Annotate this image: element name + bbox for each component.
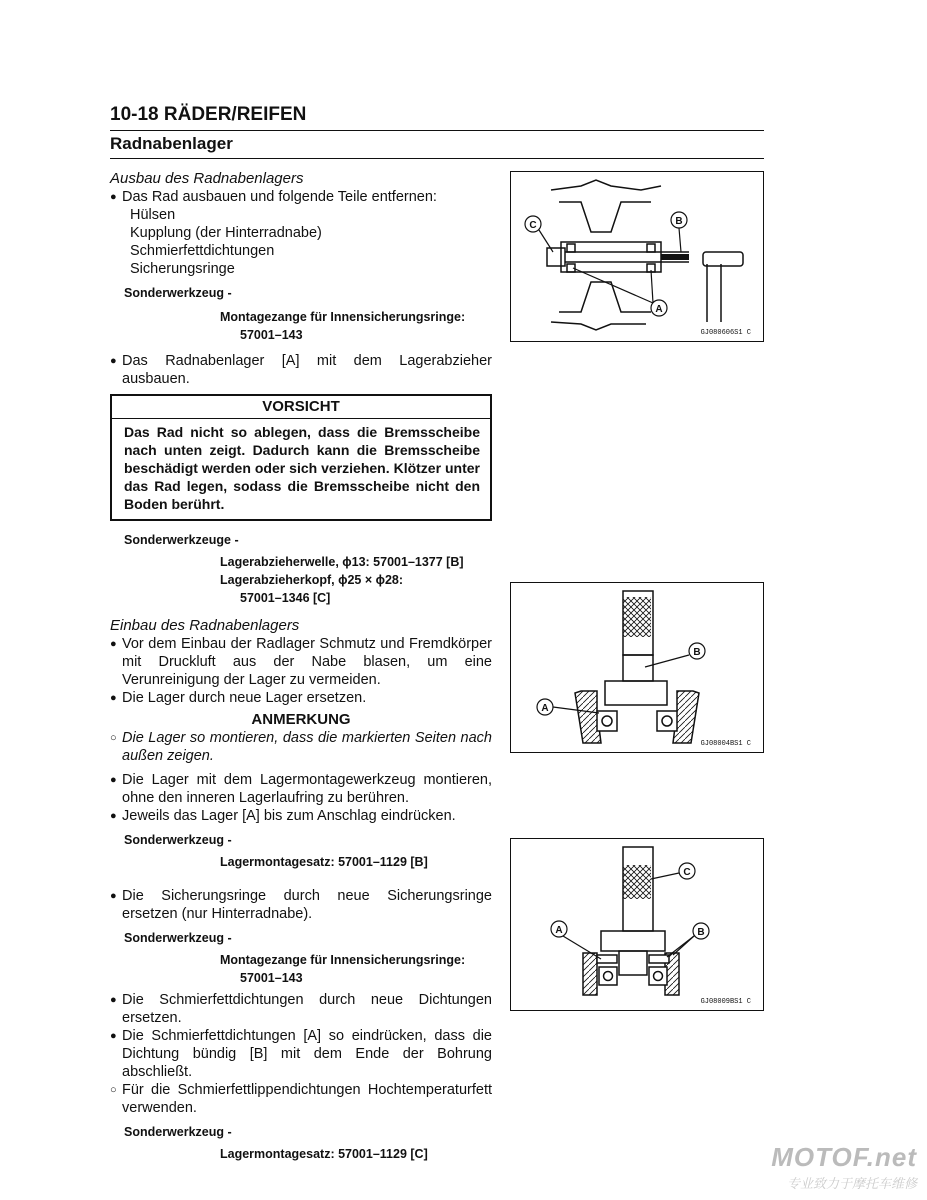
tool-label: Sonderwerkzeug - [124, 1125, 232, 1139]
bullet-icon: ● [110, 692, 117, 704]
circle-bullet-icon: ○ [110, 732, 117, 744]
tool-label: Sonderwerkzeug - [124, 833, 232, 847]
list-item: ● Die Lager durch neue Lager ersetzen. [110, 690, 367, 706]
circle-bullet-icon: ○ [110, 1084, 117, 1096]
bullet-icon: ● [110, 638, 117, 650]
bullet-icon: ● [110, 890, 117, 902]
list-item: ● Die Sicherungsringe durch neue Sicherungsringe ersetzen (nur Hinterradnabe). [110, 888, 492, 922]
note-heading: ANMERKUNG [251, 711, 351, 728]
note-item: ○ Für die Schmierfettlippendichtungen Hochtemperaturfett verwenden. [110, 1082, 492, 1116]
part-item: Schmierfettdichtungen [130, 243, 275, 259]
section-rule [110, 158, 764, 159]
title-rule [110, 130, 764, 131]
tool-name: Montagezange für Innensicherungsringe: [220, 310, 466, 324]
caution-box [110, 394, 492, 521]
part-item: Kupplung (der Hinterradnabe) [130, 225, 322, 241]
figure-code: GJ08009BS1 C [700, 998, 751, 1006]
caution-text: Das Rad nicht so ablegen, dass die Bremsscheibe nach unten zeigt. Dadurch kann die Bremsscheibe beschädigt werden oder sich verziehen. Klötzer unter das Rad legen, sodass die Bremsscheibe nicht den Boden berührt. [124, 424, 480, 512]
figure-code: GJ08004BS1 C [700, 740, 751, 748]
figure-bearing-install [510, 582, 764, 753]
callout-b: B [697, 927, 705, 938]
seal-install-illustration [511, 839, 763, 1010]
list-item: ● Vor dem Einbau der Radlager Schmutz und Fremdkörper mit Druckluft aus der Nabe blasen, um eine Verunreinigung der Lager zu vermeiden. [110, 636, 492, 688]
list-item: ● Das Rad ausbauen und folgende Teile entfernen: [110, 189, 437, 205]
callout-b: B [675, 216, 683, 227]
callout-a: A [655, 304, 663, 315]
callout-a: A [555, 925, 563, 936]
section-title: Radnabenlager [110, 134, 233, 153]
tool-line: Lagerabzieherwelle, ϕ13: 57001–1377 [B] [220, 555, 464, 569]
bearing-removal-illustration [511, 172, 763, 341]
install-heading: Einbau des Radnabenlagers [110, 617, 300, 634]
bearing-install-illustration [511, 583, 763, 752]
tool-name: Montagezange für Innensicherungsringe: [220, 953, 466, 967]
tool-label: Sonderwerkzeug - [124, 286, 232, 300]
bullet-icon: ● [110, 191, 117, 203]
tool-line: Lagermontagesatz: 57001–1129 [C] [220, 1147, 428, 1161]
note-item: ○ Die Lager so montieren, dass die markierten Seiten nach außen zeigen. [110, 730, 492, 764]
tool-line: Lagermontagesatz: 57001–1129 [B] [220, 855, 428, 869]
tool-label: Sonderwerkzeuge - [124, 533, 239, 547]
bullet-icon: ● [110, 355, 117, 367]
tool-number: 57001–143 [240, 328, 303, 342]
text-column [110, 170, 492, 1163]
list-item: ● Jeweils das Lager [A] bis zum Anschlag eindrücken. [110, 808, 456, 824]
tool-line: 57001–1346 [C] [240, 591, 331, 605]
figure-seal-install [510, 838, 764, 1011]
bullet-icon: ● [110, 774, 117, 786]
callout-b: B [693, 647, 701, 658]
part-item: Hülsen [130, 207, 176, 223]
list-item: ● Die Schmierfettdichtungen [A] so eindrücken, dass die Dichtung bündig [B] mit dem Ende der Bohrung abschließt. [110, 1028, 492, 1080]
list-item: ● Das Radnabenlager [A] mit dem Lagerabzieher ausbauen. [110, 353, 492, 387]
caution-heading: VORSICHT [112, 396, 490, 419]
watermark [771, 1142, 917, 1192]
bullet-icon: ● [110, 994, 117, 1006]
removal-heading: Ausbau des Radnabenlagers [110, 170, 304, 187]
part-item: Sicherungsringe [130, 261, 235, 277]
watermark-tagline: 专业致力于摩托车维修 [786, 1176, 917, 1191]
figure-code: GJ080606S1 C [700, 329, 751, 337]
callout-c: C [683, 867, 691, 878]
bullet-icon: ● [110, 1030, 117, 1042]
tool-number: 57001–143 [240, 971, 303, 985]
watermark-brand: MOTOF.net [771, 1142, 917, 1172]
callout-a: A [541, 703, 549, 714]
tool-label: Sonderwerkzeug - [124, 931, 232, 945]
bullet-icon: ● [110, 810, 117, 822]
figure-bearing-removal [510, 171, 764, 342]
list-item: ● Die Schmierfettdichtungen durch neue Dichtungen ersetzen. [110, 992, 492, 1026]
tool-line: Lagerabzieherkopf, ϕ25 × ϕ28: [220, 573, 404, 587]
list-item: ● Die Lager mit dem Lagermontagewerkzeug montieren, ohne den inneren Lagerlaufring zu berühren. [110, 772, 492, 806]
page-title: 10-18 RÄDER/REIFEN [110, 104, 307, 125]
callout-c: C [529, 220, 537, 231]
